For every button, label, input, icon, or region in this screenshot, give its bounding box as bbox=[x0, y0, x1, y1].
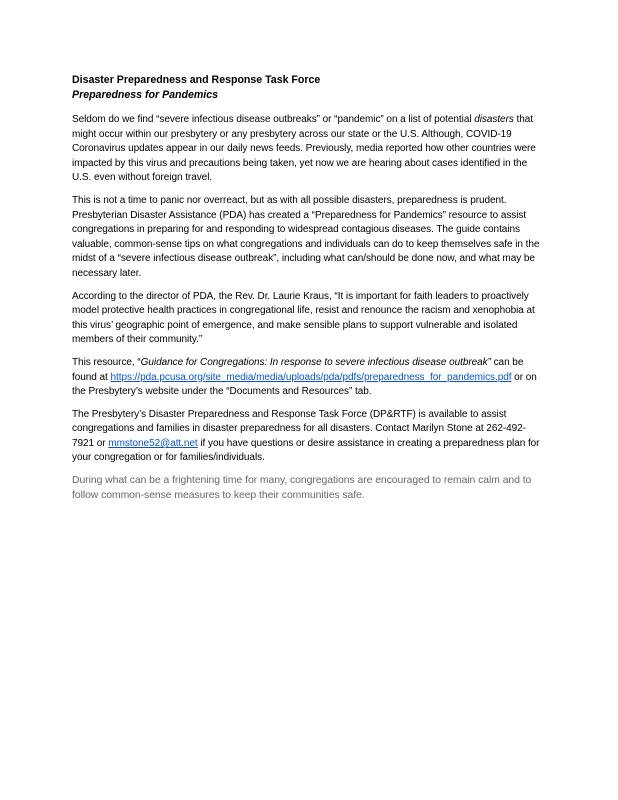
paragraph-contact bbox=[72, 408, 547, 466]
paragraph-preparedness: This is not a time to panic nor overreact, but as with all possible disasters, preparedness is prudent. Presbyterian Disaster Assistance (PDA) has created a “Preparedness for Pandemics” resource to assist congregations in preparing for and responding to widespread contagious diseases. The guide contains valuable, common-sense tips on what congregations and individuals can do to keep themselves safe in the midst of a “severe infectious disease outbreak”, including what can/should be done now, and what may be necessary later. bbox=[72, 194, 540, 279]
paragraph-contact-text-end: if you have questions or desire assistance in creating a preparedness plan for your congregation or for families/individuals. bbox=[72, 437, 540, 464]
document-subtitle: Preparedness for Pandemics bbox=[72, 88, 219, 101]
paragraph-quote: According to the director of PDA, the Rev. Dr. Laurie Kraus, “It is important for faith leaders to proactively model protective health practices in congregational life, resist and renounce the racism and xenophobia at this virus’ geographic point of emergence, and make sensible plans to support vulnerable and isolated members of their community.” bbox=[72, 290, 535, 346]
emphasis-disasters: disasters bbox=[474, 114, 514, 125]
paragraph-resource-text: This resource, “ bbox=[72, 356, 141, 368]
paragraph-resource-text-end: or on the Presbytery’s website under the “Documents and Resources” tab. bbox=[72, 371, 537, 398]
paragraph-intro-text: Seldom do we find “severe infectious disease outbreaks” or “pandemic” on a list of potential bbox=[72, 114, 475, 125]
paragraph-intro-text-cont: that might occur within our presbytery or any presbytery across our state or the U.S. Although, COVID-19 Coronavirus updates appear in our daily news feeds. Previously, media reported how other countries were impacted by this virus and precautions being taken, yet now we are hearing about cases identified in the U.S. even without foreign travel. bbox=[72, 114, 536, 184]
paragraph-resource-text-cont: can be found at bbox=[72, 356, 524, 383]
paragraph-resource bbox=[72, 356, 547, 400]
paragraph-contact-text: The Presbytery’s Disaster Preparedness and Response Task Force (DP&RTF) is available to assist congregations and families in disaster preparedness for all disasters. Contact Marilyn Stone at 262-492-7921 or bbox=[72, 408, 526, 449]
document-body bbox=[72, 73, 547, 503]
paragraph-intro bbox=[72, 113, 547, 186]
document-title: Disaster Preparedness and Response Task Force bbox=[72, 74, 321, 86]
resource-link[interactable]: https://pda.pcusa.org/site_media/media/uploads/pda/pdfs/preparedness_for_pandemics.pdf bbox=[110, 371, 512, 383]
paragraph-closing: During what can be a frightening time for many, congregations are encouraged to remain calm and to follow common-sense measures to keep their communities safe. bbox=[72, 475, 532, 501]
email-link[interactable]: mmstone52@att.net bbox=[108, 437, 198, 449]
resource-title: Guidance for Congregations: In response to severe infectious disease outbreak” bbox=[140, 356, 491, 368]
